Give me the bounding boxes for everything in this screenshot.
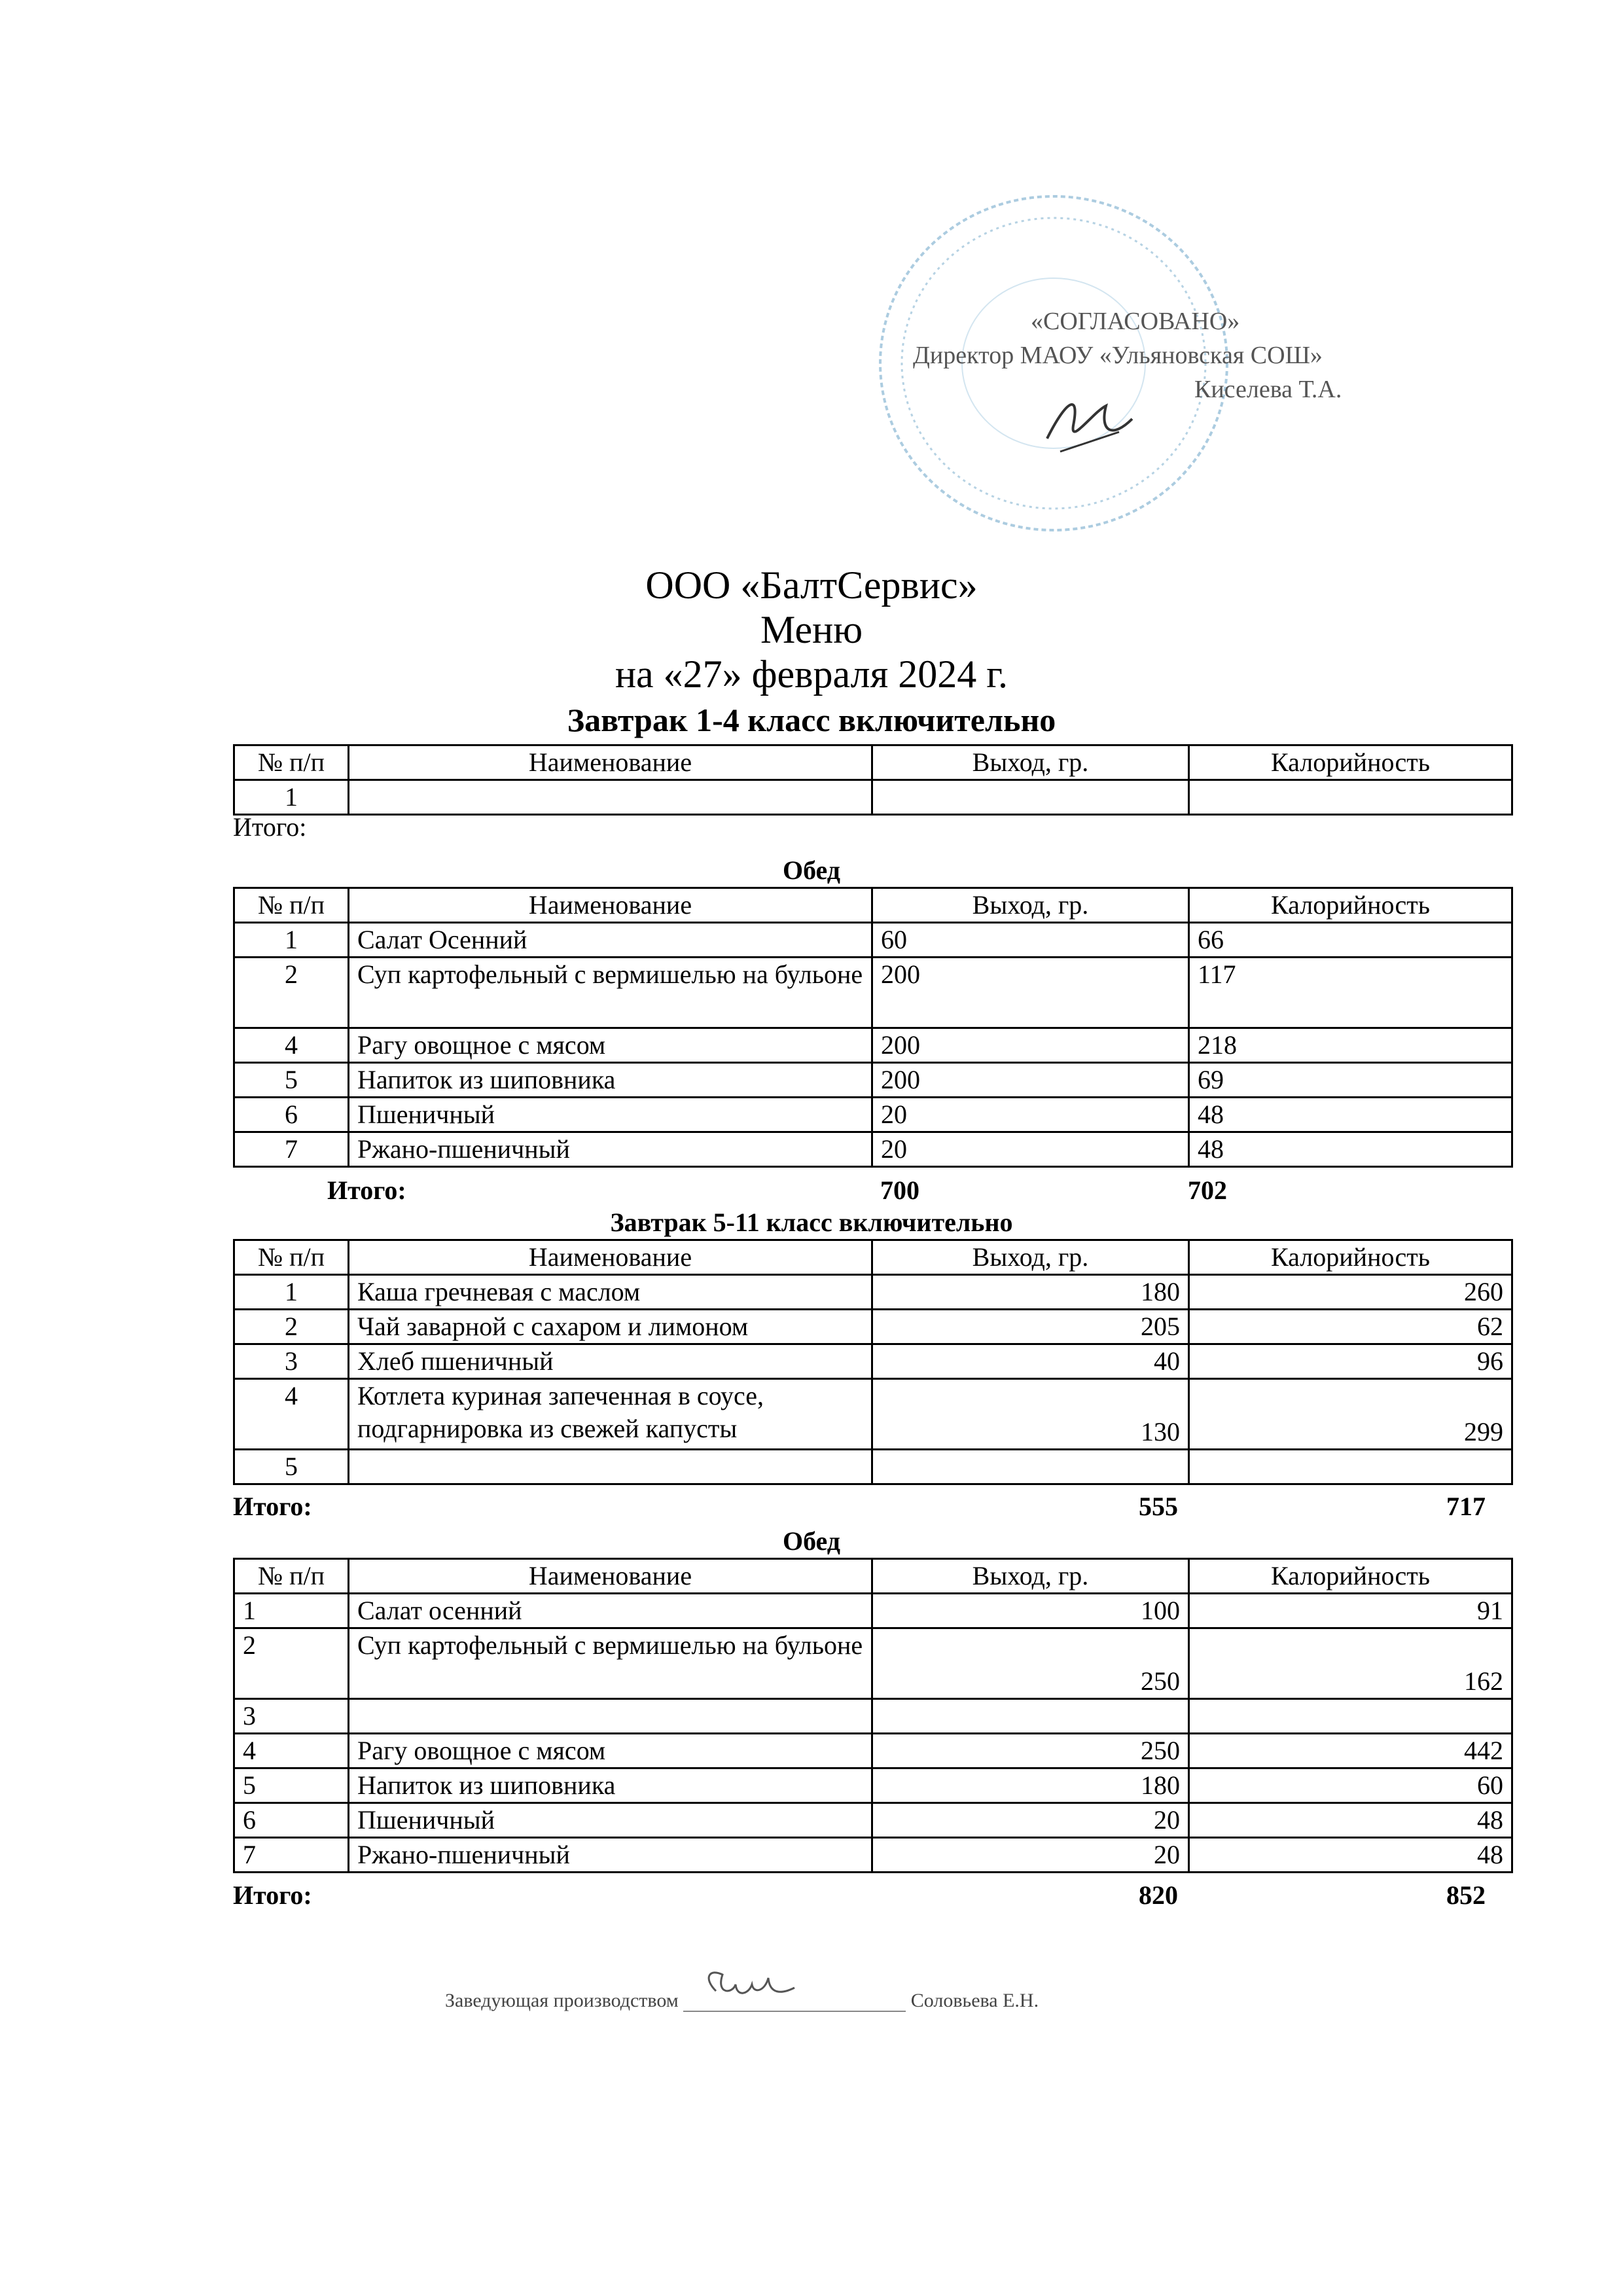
row-num: 5 (234, 1450, 349, 1484)
table-row (234, 1734, 1512, 1768)
table-row (234, 1450, 1512, 1484)
table-row (234, 1379, 1512, 1450)
table-row (234, 1699, 1512, 1734)
row-name: Чай заварной с сахаром и лимоном (349, 1310, 872, 1344)
row-num: 1 (234, 1594, 349, 1628)
menu-table (233, 887, 1513, 1168)
row-output: 130 (872, 1379, 1189, 1450)
total-calories: 852 (1446, 1880, 1486, 1910)
section-title: Обед (782, 1526, 841, 1556)
row-calories: 48 (1189, 1803, 1512, 1838)
director-signature (1034, 386, 1152, 465)
row-output: 20 (872, 1803, 1189, 1838)
row-calories (1189, 780, 1512, 815)
total-label: Итого: (233, 1492, 312, 1521)
table-row (234, 1098, 1512, 1132)
row-output: 20 (872, 1838, 1189, 1873)
row-output (872, 1699, 1189, 1734)
row-calories (1189, 1450, 1512, 1484)
row-output: 200 (872, 958, 1189, 1028)
col-header-num: № п/п (234, 888, 349, 923)
table-row (234, 923, 1512, 958)
total-label: Итого: (233, 812, 307, 842)
col-header-output: Выход, гр. (872, 1559, 1189, 1594)
col-header-calories: Калорийность (1189, 888, 1512, 923)
table-row (234, 1275, 1512, 1310)
row-name: Салат осенний (349, 1594, 872, 1628)
table-row (234, 1063, 1512, 1098)
row-calories: 60 (1189, 1768, 1512, 1803)
col-header-num: № п/п (234, 745, 349, 780)
approval-position: Директор МАОУ «Ульяновская СОШ» (913, 342, 1323, 369)
row-name: Напиток из шиповника (349, 1768, 872, 1803)
document-title: Меню (760, 608, 863, 651)
row-name: Суп картофельный с вермишелью на бульоне (349, 1628, 872, 1699)
col-header-name: Наименование (349, 1240, 872, 1275)
table-row (234, 780, 1512, 815)
col-header-output: Выход, гр. (872, 888, 1189, 923)
col-header-calories: Калорийность (1189, 745, 1512, 780)
row-name: Рагу овощное с мясом (349, 1734, 872, 1768)
row-num: 4 (234, 1379, 349, 1450)
row-name: Ржано-пшеничный (349, 1132, 872, 1167)
total-calories: 702 (1188, 1175, 1227, 1205)
row-output (872, 780, 1189, 815)
col-header-name: Наименование (349, 745, 872, 780)
row-output: 60 (872, 923, 1189, 958)
menu-table (233, 1239, 1513, 1485)
row-calories: 48 (1189, 1098, 1512, 1132)
row-num: 5 (234, 1768, 349, 1803)
section-title: Завтрак 5-11 класс включительно (610, 1208, 1013, 1237)
row-output: 100 (872, 1594, 1189, 1628)
table-row (234, 1803, 1512, 1838)
row-name: Суп картофельный с вермишелью на бульоне (349, 958, 872, 1028)
table-row (234, 1768, 1512, 1803)
row-num: 1 (234, 1275, 349, 1310)
col-header-calories: Калорийность (1189, 1559, 1512, 1594)
menu-table (233, 1558, 1513, 1873)
row-name: Пшеничный (349, 1098, 872, 1132)
row-name (349, 1450, 872, 1484)
row-name: Пшеничный (349, 1803, 872, 1838)
table-header-row (234, 1559, 1512, 1594)
total-output: 700 (880, 1175, 919, 1205)
row-output: 250 (872, 1734, 1189, 1768)
row-num: 4 (234, 1028, 349, 1063)
table-header-row (234, 745, 1512, 780)
row-calories: 48 (1189, 1838, 1512, 1873)
table-row (234, 1594, 1512, 1628)
row-num: 2 (234, 1628, 349, 1699)
col-header-name: Наименование (349, 1559, 872, 1594)
row-calories: 69 (1189, 1063, 1512, 1098)
row-calories: 117 (1189, 958, 1512, 1028)
row-calories: 218 (1189, 1028, 1512, 1063)
total-output: 820 (1139, 1880, 1178, 1910)
company-name: ООО «БалтСервис» (645, 564, 978, 607)
row-output: 205 (872, 1310, 1189, 1344)
col-header-output: Выход, гр. (872, 745, 1189, 780)
approval-heading: «СОГЛАСОВАНО» (1031, 308, 1240, 335)
row-num: 7 (234, 1132, 349, 1167)
row-output: 20 (872, 1132, 1189, 1167)
row-calories (1189, 1699, 1512, 1734)
table-header-row (234, 888, 1512, 923)
row-name: Салат Осенний (349, 923, 872, 958)
row-calories: 96 (1189, 1344, 1512, 1379)
table-row (234, 1628, 1512, 1699)
menu-date: на «27» февраля 2024 г. (615, 653, 1008, 696)
row-name: Напиток из шиповника (349, 1063, 872, 1098)
table-row (234, 1132, 1512, 1167)
row-num: 2 (234, 1310, 349, 1344)
row-calories: 442 (1189, 1734, 1512, 1768)
row-calories: 48 (1189, 1132, 1512, 1167)
row-num: 6 (234, 1098, 349, 1132)
row-name: Хлеб пшеничный (349, 1344, 872, 1379)
row-name (349, 1699, 872, 1734)
production-manager-position: Заведующая производством (445, 1990, 679, 2011)
row-name (349, 780, 872, 815)
signature-line (683, 1991, 906, 2012)
row-calories: 299 (1189, 1379, 1512, 1450)
table-row (234, 1838, 1512, 1873)
col-header-calories: Калорийность (1189, 1240, 1512, 1275)
row-output (872, 1450, 1189, 1484)
row-calories: 62 (1189, 1310, 1512, 1344)
row-calories: 91 (1189, 1594, 1512, 1628)
row-calories: 260 (1189, 1275, 1512, 1310)
table-row (234, 1344, 1512, 1379)
production-manager-name: Соловьева Е.Н. (910, 1990, 1039, 2011)
total-output: 555 (1139, 1492, 1178, 1521)
production-manager-signature-mark (696, 1965, 801, 2011)
row-output: 250 (872, 1628, 1189, 1699)
row-num: 6 (234, 1803, 349, 1838)
total-label: Итого: (327, 1175, 406, 1205)
row-num: 5 (234, 1063, 349, 1098)
table-row (234, 958, 1512, 1028)
col-header-name: Наименование (349, 888, 872, 923)
section-title: Завтрак 1-4 класс включительно (567, 702, 1056, 738)
row-output: 180 (872, 1768, 1189, 1803)
row-output: 200 (872, 1028, 1189, 1063)
col-header-output: Выход, гр. (872, 1240, 1189, 1275)
section-title: Обед (782, 855, 841, 885)
row-num: 3 (234, 1699, 349, 1734)
row-num: 1 (234, 780, 349, 815)
row-name: Котлета куриная запеченная в соусе, подгарнировка из свежей капусты (349, 1379, 872, 1450)
table-header-row (234, 1240, 1512, 1275)
row-name: Рагу овощное с мясом (349, 1028, 872, 1063)
row-output: 20 (872, 1098, 1189, 1132)
row-output: 180 (872, 1275, 1189, 1310)
row-name: Ржано-пшеничный (349, 1838, 872, 1873)
menu-table (233, 744, 1513, 816)
total-calories: 717 (1446, 1492, 1486, 1521)
col-header-num: № п/п (234, 1559, 349, 1594)
table-row (234, 1310, 1512, 1344)
table-row (234, 1028, 1512, 1063)
row-num: 7 (234, 1838, 349, 1873)
row-num: 2 (234, 958, 349, 1028)
row-num: 4 (234, 1734, 349, 1768)
row-calories: 66 (1189, 923, 1512, 958)
row-output: 40 (872, 1344, 1189, 1379)
row-output: 200 (872, 1063, 1189, 1098)
row-num: 1 (234, 923, 349, 958)
row-calories: 162 (1189, 1628, 1512, 1699)
row-name: Каша гречневая с маслом (349, 1275, 872, 1310)
total-label: Итого: (233, 1880, 312, 1910)
row-num: 3 (234, 1344, 349, 1379)
approval-name: Киселева Т.А. (1194, 376, 1342, 403)
production-manager-signature (445, 1990, 1039, 2012)
col-header-num: № п/п (234, 1240, 349, 1275)
